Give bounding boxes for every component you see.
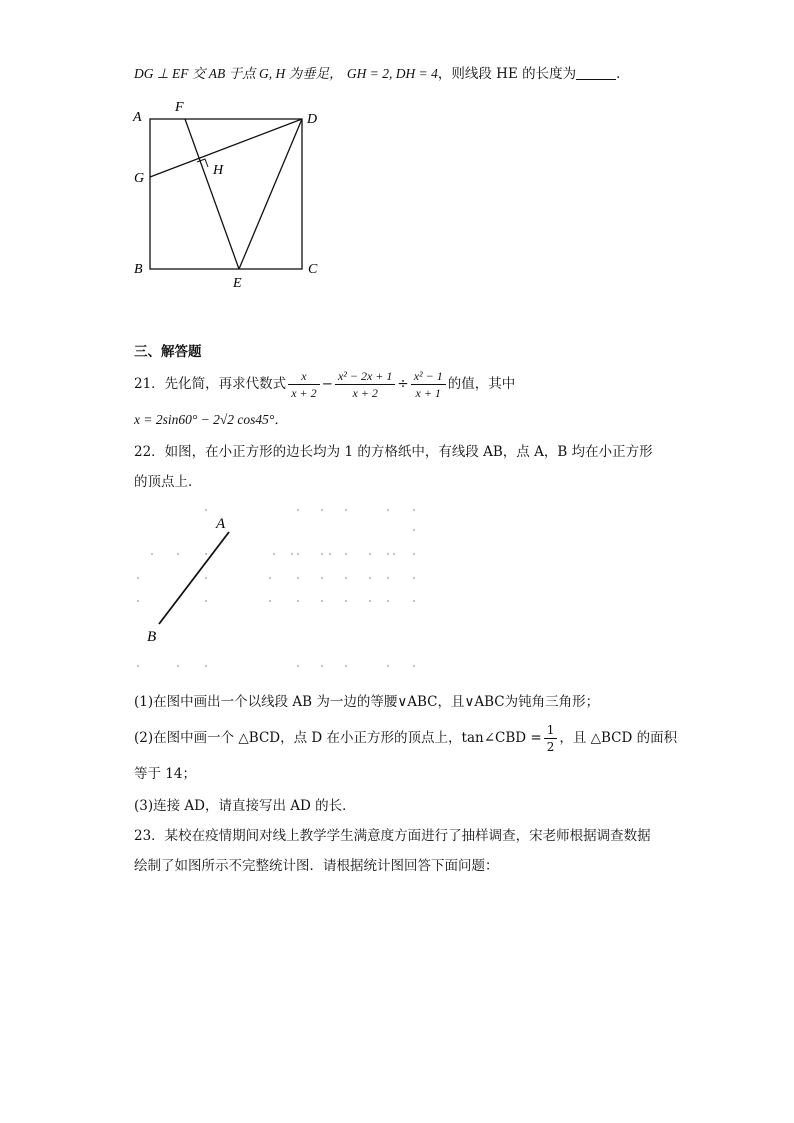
q21-fraction-3 bbox=[411, 368, 446, 401]
segment-fe bbox=[185, 119, 239, 269]
label-e: E bbox=[233, 276, 242, 291]
q23-line1: 23．某校在疫情期间对线上教学学生满意度方面进行了抽样调查，宋老师根据调查数据 bbox=[134, 828, 651, 844]
q22-frac-num: 1 bbox=[544, 722, 558, 739]
q22-line2: 的顶点上． bbox=[134, 474, 202, 490]
q21-line1 bbox=[134, 364, 515, 404]
q21-fraction-1 bbox=[288, 368, 319, 401]
label-b: B bbox=[134, 262, 143, 277]
q21-line2: x = 2sin60° − 2√2 cos45°． bbox=[134, 412, 288, 427]
q22-part2-fraction bbox=[544, 722, 558, 755]
answer-blank bbox=[576, 65, 616, 80]
grid-label-b: B bbox=[147, 629, 157, 645]
q21-f2-num: x² − 2x + 1 bbox=[335, 368, 395, 385]
grid-dots bbox=[137, 509, 415, 667]
segment-ab bbox=[159, 532, 229, 624]
q21-f2-den: x + 2 bbox=[352, 386, 378, 400]
q21-suffix: 的值，其中 bbox=[447, 376, 516, 392]
q22-frac-den: 2 bbox=[546, 740, 555, 754]
section-title: 三、解答题 bbox=[134, 344, 202, 360]
segment-gd bbox=[150, 119, 302, 177]
square-abcd bbox=[150, 119, 302, 269]
q21-f1-num: x bbox=[288, 368, 319, 385]
label-c: C bbox=[308, 262, 318, 277]
label-h: H bbox=[213, 163, 224, 178]
label-g: G bbox=[134, 171, 145, 186]
q21-minus: − bbox=[321, 376, 333, 392]
q20-text-b: GH = 2, DH = 4 bbox=[346, 66, 438, 81]
q21-f3-den: x + 1 bbox=[415, 386, 441, 400]
q21-fraction-2 bbox=[335, 368, 395, 401]
q22-part3: (3)连接 AD，请直接写出 AD 的长． bbox=[134, 798, 356, 814]
q21-prefix: 21．先化简，再求代数式 bbox=[134, 376, 287, 392]
q20-text-a: DG ⊥ EF 交 AB 于点 G, H 为垂足， bbox=[134, 66, 343, 81]
q22-line1: 22．如图，在小正方形的边长均为 1 的方格纸中，有线段 AB，点 A，B 均在小正方形 bbox=[134, 444, 653, 460]
label-d: D bbox=[307, 112, 318, 127]
label-f: F bbox=[175, 100, 184, 115]
q23-line2: 绘制了如图所示不完整统计图．请根据统计图回答下面问题： bbox=[134, 858, 499, 874]
grid-figure bbox=[130, 500, 430, 675]
segment-de bbox=[239, 119, 302, 269]
q22-part2 bbox=[134, 718, 677, 758]
label-a: A bbox=[133, 110, 142, 125]
q20-text bbox=[134, 64, 630, 84]
q22-part2-b: ，且 △BCD 的面积 bbox=[559, 730, 678, 746]
q21-f1-den: x + 2 bbox=[291, 386, 317, 400]
q21-div: ÷ bbox=[397, 376, 409, 392]
q21-f3-num: x² − 1 bbox=[411, 368, 446, 385]
q22-part1: (1)在图中画出一个以线段 AB 为一边的等腰∨ABC，且∨ABC为钝角三角形； bbox=[134, 694, 600, 710]
q22-part2-a: (2)在图中画一个 △BCD，点 D 在小正方形的顶点上，tan∠CBD = bbox=[134, 730, 542, 746]
q20-text-end: ． bbox=[616, 66, 630, 82]
q20-text-c: ，则线段 HE 的长度为 bbox=[437, 66, 577, 82]
q22-part2-line2: 等于 14； bbox=[134, 766, 196, 782]
grid-label-a: A bbox=[216, 516, 226, 532]
square-figure bbox=[125, 95, 335, 295]
